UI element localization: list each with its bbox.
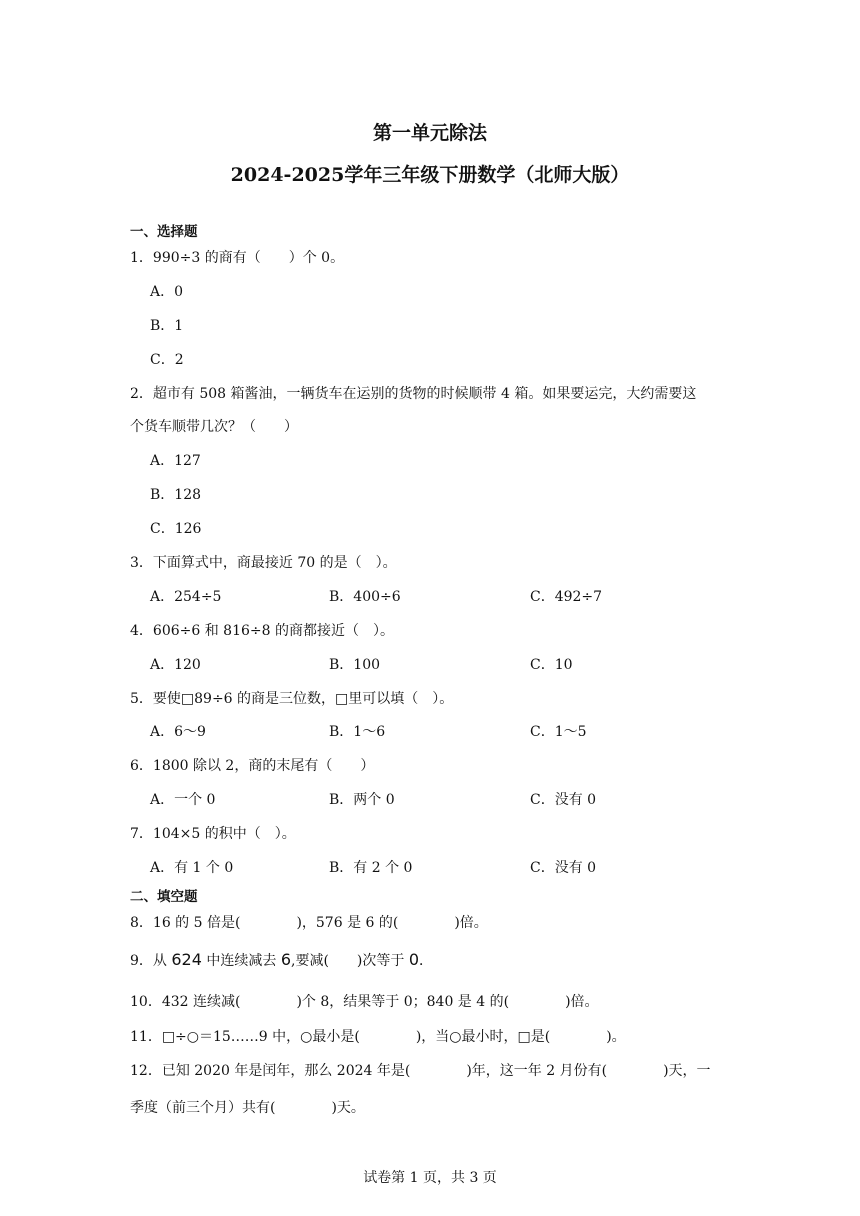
q1-option-c: C．2 <box>150 352 184 368</box>
question-5: 5．要使□89÷6 的商是三位数，□里可以填（ ）。 <box>130 691 454 707</box>
question-10: 10．432 连续减( )个 8，结果等于 0；840 是 4 的( )倍。 <box>130 994 599 1010</box>
q6-option-c: C．没有 0 <box>530 792 597 808</box>
section-heading-choice: 一、选择题 <box>130 224 198 240</box>
q2-option-a: A．127 <box>150 453 201 469</box>
q4-option-a: A．120 <box>150 657 201 673</box>
q1-option-b: B．1 <box>150 318 184 334</box>
question-9-end: ． <box>419 953 434 969</box>
q3-option-b: B．400÷6 <box>329 589 401 605</box>
page-subtitle: 2024-2025学年三年级下册数学（北师大版） <box>230 164 630 186</box>
question-11: 11．□÷○＝15……9 中，○最小是( )，当○最小时，□是( )。 <box>130 1029 626 1045</box>
q7-option-b: B．有 2 个 0 <box>329 860 413 876</box>
q7-option-a: A．有 1 个 0 <box>150 860 234 876</box>
question-6: 6．1800 除以 2，商的末尾有（ ） <box>130 758 375 774</box>
q2-option-b: B．128 <box>150 487 202 503</box>
page-footer: 试卷第 1 页，共 3 页 <box>363 1170 497 1186</box>
q2-option-c: C．126 <box>150 521 202 537</box>
section-heading-fill: 二、填空题 <box>130 889 198 905</box>
q4-option-c: C．10 <box>530 657 573 673</box>
question-9-number-0: 0 <box>408 950 420 969</box>
question-3: 3．下面算式中，商最接近 70 的是（ ）。 <box>130 555 397 571</box>
question-8: 8．16 的 5 倍是( )，576 是 6 的( )倍。 <box>130 915 488 931</box>
q1-option-a: A．0 <box>150 284 184 300</box>
question-4: 4．606÷6 和 816÷8 的商都接近（ ）。 <box>130 623 394 639</box>
q7-option-c: C．没有 0 <box>530 860 597 876</box>
q5-option-a: A．6～9 <box>150 724 206 740</box>
question-9-mid-1: 中连续减去 <box>201 953 281 969</box>
q6-option-b: B．两个 0 <box>329 792 395 808</box>
question-9-number-624: 624 <box>171 950 202 969</box>
page-title: 第一单元除法 <box>372 122 487 144</box>
question-12-line-2: 季度（前三个月）共有( )天。 <box>130 1100 365 1116</box>
q6-option-a: A．一个 0 <box>150 792 216 808</box>
question-9-prefix: 9．从 <box>130 953 172 969</box>
q5-option-c: C．1～5 <box>530 724 587 740</box>
q3-option-a: A．254÷5 <box>150 589 222 605</box>
q3-option-c: C．492÷7 <box>530 589 603 605</box>
q4-option-b: B．100 <box>329 657 381 673</box>
question-9-number-6: 6 <box>280 950 291 969</box>
question-1: 1．990÷3 的商有（ ）个 0。 <box>130 250 345 266</box>
question-2-line-1: 2．超市有 508 箱酱油，一辆货车在运别的货物的时候顺带 4 箱。如果要运完，大约需要这 <box>130 386 697 402</box>
question-9-mid-2: ,要减( )次等于 <box>291 953 409 969</box>
q5-option-b: B．1～6 <box>329 724 386 740</box>
question-7: 7．104×5 的积中（ ）。 <box>130 826 296 842</box>
question-2-line-2: 个货车顺带几次？（ ） <box>130 419 298 435</box>
question-9 <box>130 950 433 970</box>
question-12-line-1: 12．已知 2020 年是闰年，那么 2024 年是( )年，这一年 2 月份有( )天，一 <box>130 1063 711 1079</box>
